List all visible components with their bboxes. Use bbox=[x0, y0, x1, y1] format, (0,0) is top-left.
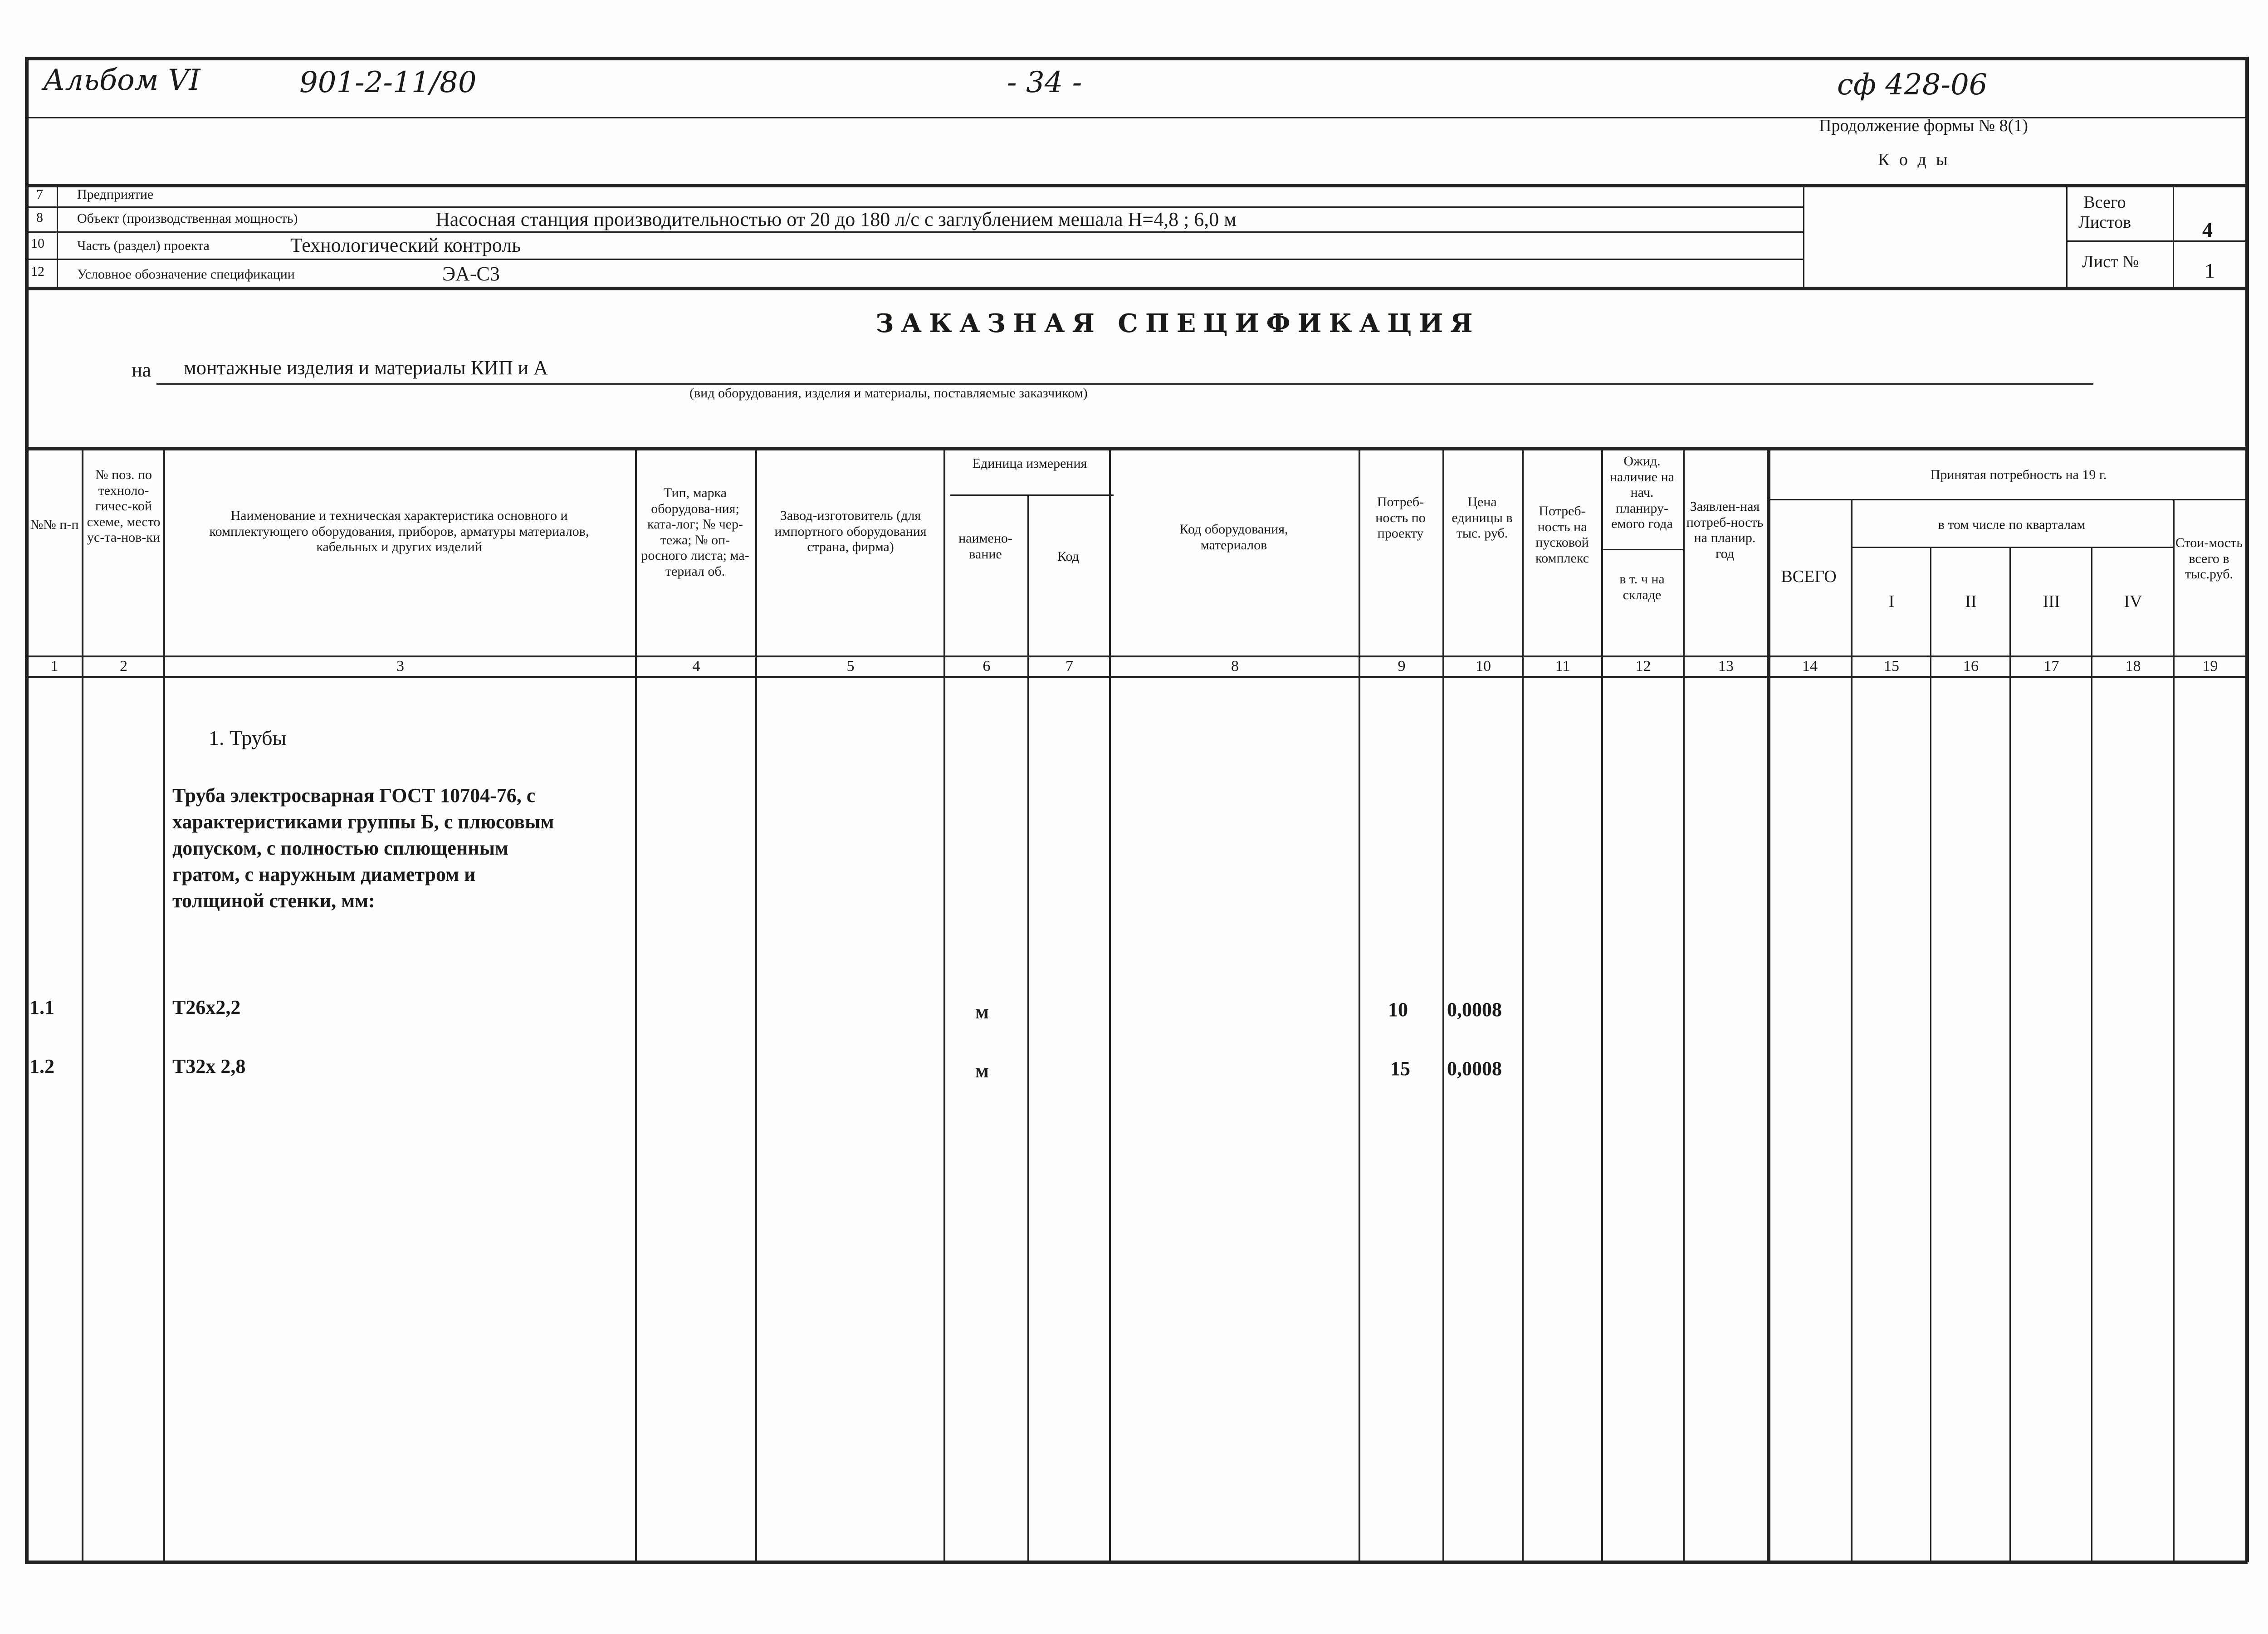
row-unit: м bbox=[975, 1060, 989, 1082]
col-number-12: 12 bbox=[1635, 658, 1651, 675]
continuation-label: Продолжение формы № 8(1) bbox=[1819, 116, 2028, 135]
doc-code: сф 428-06 bbox=[1837, 68, 1988, 102]
col-header-17: III bbox=[2043, 592, 2060, 611]
col-header-12-top: Ожид. наличие на нач. планиру-емого года bbox=[1610, 454, 1674, 531]
project-code: 901-2-11/80 bbox=[299, 66, 477, 99]
col-number-6: 6 bbox=[982, 658, 991, 675]
row-unit: м bbox=[975, 1001, 989, 1023]
section-title: 1. Трубы bbox=[209, 726, 287, 749]
col-header-1: №№ п-п bbox=[30, 517, 79, 532]
object-label: Объект (производственная мощность) bbox=[77, 211, 298, 226]
col-number-15: 15 bbox=[1884, 658, 1899, 675]
spec-title: ЗАКАЗНАЯ СПЕЦИФИКАЦИЯ bbox=[875, 308, 1480, 338]
sheet-label: Лист № bbox=[2082, 252, 2139, 271]
designation-value: ЭА-С3 bbox=[442, 263, 500, 285]
col-number-3: 3 bbox=[396, 658, 404, 675]
quarter-group-header: в том числе по кварталам bbox=[1938, 517, 2086, 532]
col-number-4: 4 bbox=[692, 658, 700, 675]
total-sheets-label: Всего Листов bbox=[2078, 193, 2131, 232]
col-number-11: 11 bbox=[1555, 658, 1570, 675]
sheet-value: 1 bbox=[2204, 259, 2215, 282]
na-label: на bbox=[132, 359, 152, 381]
part-label: Часть (раздел) проекта bbox=[77, 238, 210, 253]
row-price: 0,0008 bbox=[1447, 998, 1502, 1021]
col-number-10: 10 bbox=[1476, 658, 1491, 675]
na-value: монтажные изделия и материалы КИП и А bbox=[184, 357, 548, 379]
row-number: 1.1 bbox=[29, 996, 54, 1018]
info-rownum-1: 7 bbox=[36, 187, 43, 202]
col-header-3: Наименование и техническая характеристика основного и комплектующего оборудования, приборов, арматуры материалов, кабельных и других изделий bbox=[209, 508, 589, 554]
col-header-2: № поз. по техноло-гичес-кой схеме, место ус-та-нов-ки bbox=[87, 467, 161, 545]
row-qty: 10 bbox=[1388, 998, 1408, 1021]
designation-label: Условное обозначение спецификации bbox=[77, 267, 295, 282]
object-value: Насосная станция производительностью от 20 до 180 л/с с заглублением мешала H=4,8 ; 6,0 м bbox=[435, 208, 1237, 230]
total-sheets-value: 4 bbox=[2202, 218, 2213, 241]
na-subtitle: (вид оборудования, изделия и материалы, поставляемые заказчиком) bbox=[689, 386, 1088, 401]
part-value: Технологический контроль bbox=[290, 234, 521, 256]
col-header-18: IV bbox=[2124, 592, 2142, 611]
album-label: Альбом VI bbox=[43, 64, 200, 97]
col-header-19: Стои-мость всего в тыс.руб. bbox=[2175, 535, 2243, 582]
col-number-13: 13 bbox=[1718, 658, 1734, 675]
col-number-17: 17 bbox=[2043, 658, 2059, 675]
item-description: Труба электросварная ГОСТ 10704-76, с характеристиками группы Б, с плюсовым допуском, с полностью сплющенным гратом, с наружным диаметром и толщиной стенки, мм: bbox=[172, 784, 554, 912]
info-rownum-3: 10 bbox=[31, 236, 44, 251]
col-number-9: 9 bbox=[1398, 658, 1406, 675]
col-number-2: 2 bbox=[120, 658, 127, 675]
col-header-6: наимено-вание bbox=[958, 531, 1012, 562]
row-qty: 15 bbox=[1390, 1057, 1410, 1080]
page-number: - 34 - bbox=[1007, 66, 1082, 99]
col-number-18: 18 bbox=[2125, 658, 2141, 675]
col-number-7: 7 bbox=[1066, 658, 1073, 675]
col-number-19: 19 bbox=[2202, 658, 2218, 675]
col-header-15: I bbox=[1888, 592, 1895, 611]
row-name: Т26х2,2 bbox=[172, 996, 241, 1018]
unit-group-header: Единица измерения bbox=[972, 456, 1087, 471]
col-header-4: Тип, марка оборудова-ния; ката-лог; № чер-тежа; № оп-росного листа; ма-териал об. bbox=[641, 485, 749, 579]
accepted-group-header: Принятая потребность на 19 г. bbox=[1930, 467, 2107, 482]
row-number: 1.2 bbox=[29, 1055, 54, 1077]
row-price: 0,0008 bbox=[1447, 1057, 1502, 1080]
col-number-5: 5 bbox=[846, 658, 855, 675]
col-header-8: Код оборудования, материалов bbox=[1179, 522, 1288, 553]
col-header-13: Заявлен-ная потреб-ность на планир. год bbox=[1686, 499, 1764, 561]
col-header-10: Цена единицы в тыс. руб. bbox=[1452, 494, 1513, 541]
col-number-8: 8 bbox=[1231, 658, 1239, 675]
col-header-5: Завод-изготовитель (для импортного оборудования страна, фирма) bbox=[774, 508, 927, 554]
info-rownum-4: 12 bbox=[31, 264, 44, 279]
info-rownum-2: 8 bbox=[36, 210, 43, 225]
col-header-11: Потреб-ность на пусковой комплекс bbox=[1535, 504, 1589, 566]
col-header-12-bottom: в т. ч на складе bbox=[1619, 572, 1665, 602]
col-number-14: 14 bbox=[1802, 658, 1818, 675]
col-header-7: Код bbox=[1057, 549, 1079, 564]
codes-label: К о д ы bbox=[1878, 150, 1950, 169]
row-name: Т32х 2,8 bbox=[172, 1055, 246, 1077]
col-header-16: II bbox=[1965, 592, 1977, 611]
enterprise-label: Предприятие bbox=[77, 187, 154, 202]
col-header-14: ВСЕГО bbox=[1781, 567, 1837, 586]
col-number-1: 1 bbox=[50, 658, 59, 675]
col-header-9: Потреб-ность по проекту bbox=[1375, 494, 1426, 541]
col-number-16: 16 bbox=[1963, 658, 1979, 675]
